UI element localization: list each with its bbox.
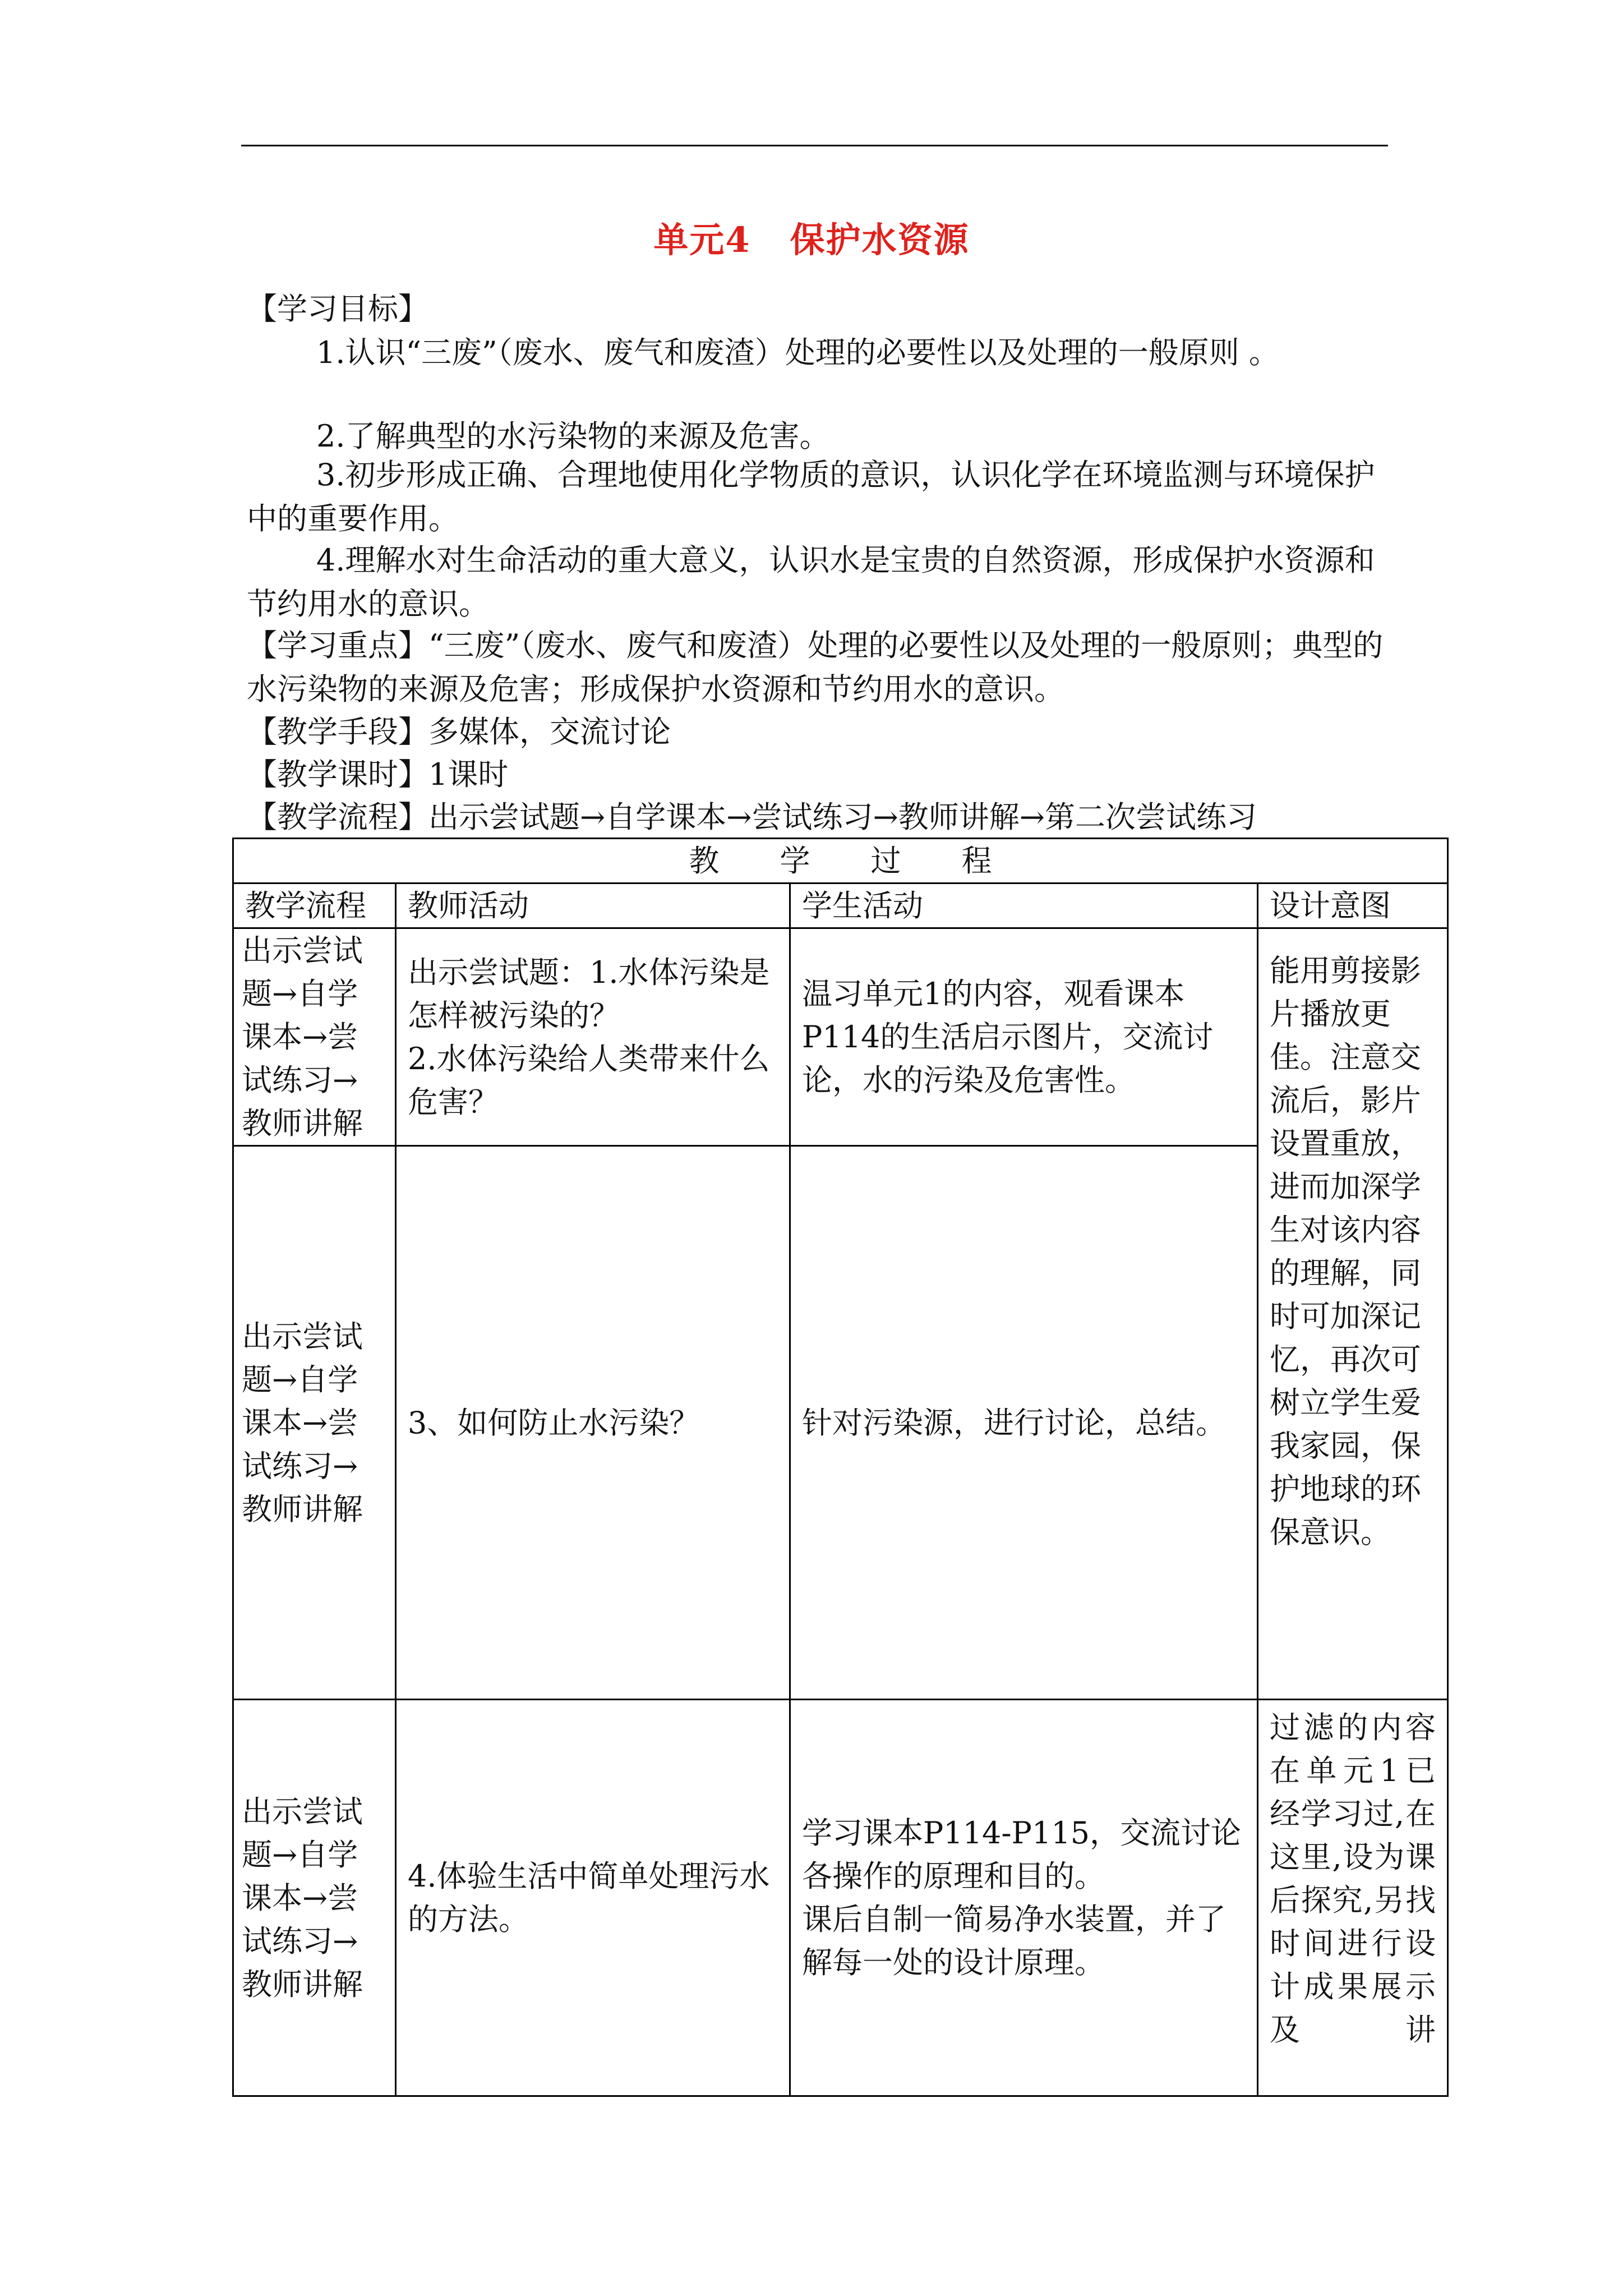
row3-intent: 过滤的内容在单元1已经学习过,在这里,设为课后探究,另找时间进行设计成果展示及讲 [1258,1700,1448,2096]
title-name: 保护水资源 [790,219,970,260]
class-hours [247,751,508,794]
key-points-label: 【学习重点】 [247,628,428,663]
row3-flow: 出示尝试题→自学课本→尝试练习→教师讲解 [233,1700,396,2096]
row1-flow: 出示尝试题→自学课本→尝试练习→教师讲解 [233,928,396,1146]
objective-1: 1.认识“三废”（废水、废气和废渣）处理的必要性以及处理的一般原则 。 [316,335,1279,370]
row3-teacher: 4.体验生活中简单处理污水的方法。 [396,1700,790,2096]
header-teacher: 教师活动 [396,884,790,928]
row2-student: 针对污染源，进行讨论，总结。 [790,1146,1258,1700]
objective-3: 3.初步形成正确、合理地使用化学物质的意识，认识化学在环境监测与环境保护中的重要作用。 [247,457,1375,536]
row3-student: 学习课本P114-P115，交流讨论各操作的原理和目的。 课后自制一简易净水装置，并了解每一处的设计原理。 [790,1700,1258,2096]
objective-4: 4.理解水对生命活动的重大意义，认识水是宝贵的自然资源，形成保护水资源和节约用水的意识。 [247,542,1375,622]
objective-2: 2.了解典型的水污染物的来源及危害。 [316,418,830,454]
row1-teacher: 出示尝试题：1.水体污染是怎样被污染的？ 2.水体污染给人类带来什么危害？ [396,928,790,1146]
table-row [233,928,1448,1146]
teaching-means-text: 多媒体，交流讨论 [428,714,671,749]
class-hours-label: 【教学课时】 [247,757,428,792]
teaching-flow-label: 【教学流程】 [247,799,428,835]
table-row [233,1700,1448,2096]
row2-teacher: 3、如何防止水污染？ [396,1146,790,1700]
row2-flow: 出示尝试题→自学课本→尝试练习→教师讲解 [233,1146,396,1700]
key-points-text: “三废”（废水、废气和废渣）处理的必要性以及处理的一般原则；典型的水污染物的来源及危害；形成保护水资源和节约用水的意识。 [247,628,1384,707]
teaching-process-table [232,838,1449,2097]
teaching-flow [247,793,1257,836]
header-rule [241,145,1388,146]
header-student: 学生活动 [790,884,1258,928]
header-flow: 教学流程 [233,884,396,928]
table-caption-row [233,839,1448,884]
table-header-row [233,884,1448,928]
title-unit: 单元4 [653,219,751,260]
page-title [0,212,1623,262]
teaching-means-label: 【教学手段】 [247,714,428,749]
table-caption: 教 学 过 程 [233,839,1448,884]
key-points [247,624,1385,711]
class-hours-text: 1课时 [428,757,509,792]
teaching-flow-text: 出示尝试题→自学课本→尝试练习→教师讲解→第二次尝试练习 [428,799,1257,835]
row1-student: 温习单元1的内容，观看课本P114的生活启示图片，交流讨论，水的污染及危害性。 [790,928,1258,1146]
objectives-heading: 【学习目标】 [247,291,428,326]
rows-1-2-intent: 能用剪接影片播放更佳。注意交流后，影片设置重放，进而加深学生对该内容的理解，同时可加深记忆，再次可树立学生爱我家园，保护地球的环保意识。 [1258,928,1448,1700]
teaching-means [247,708,671,751]
header-intent: 设计意图 [1258,884,1448,928]
